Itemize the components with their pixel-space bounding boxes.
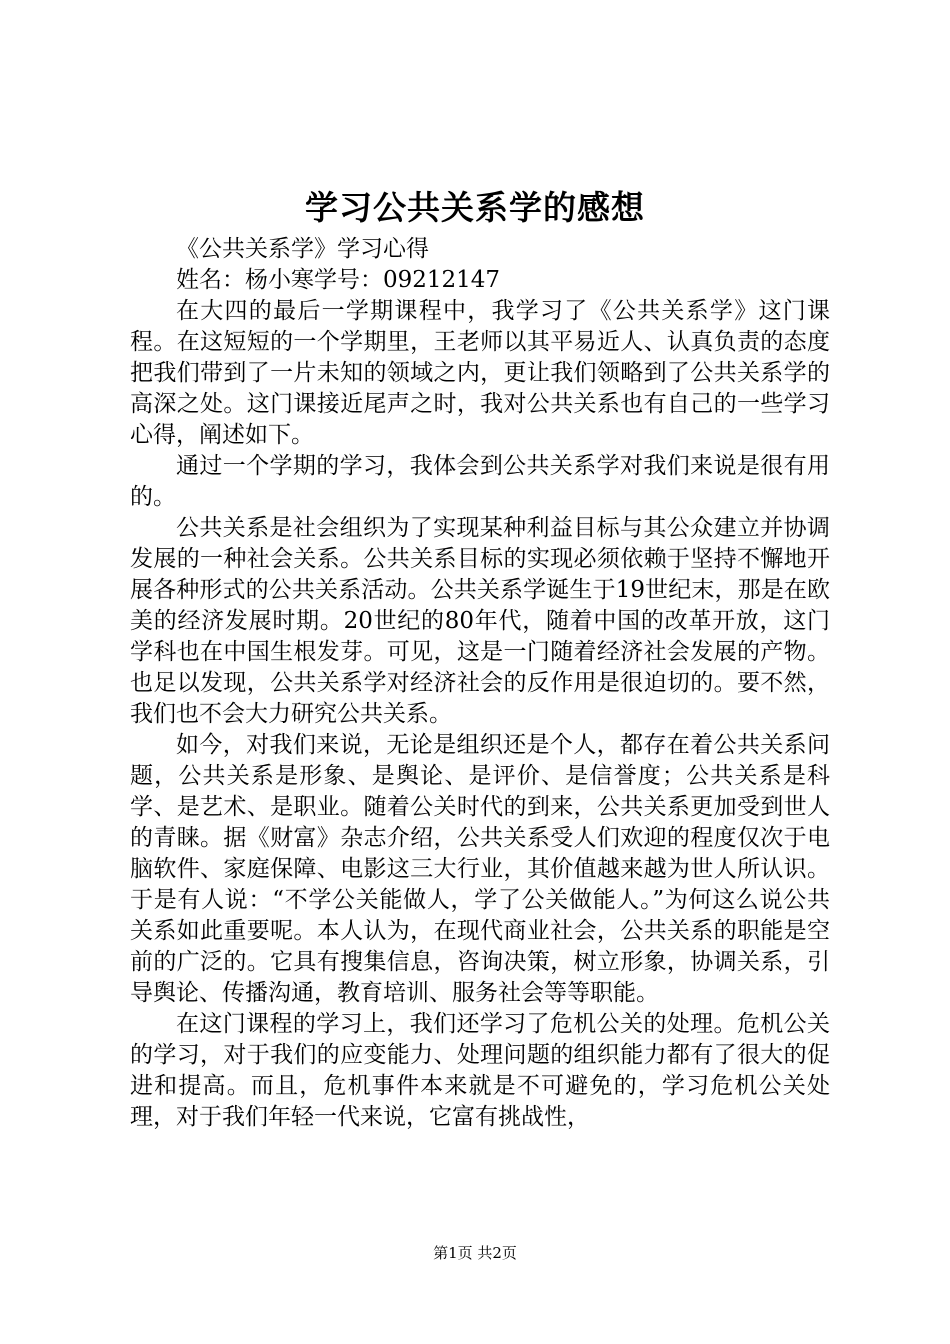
paragraph: 通过一个学期的学习，我体会到公共关系学对我们来说是很有用的。: [130, 453, 830, 510]
paragraph: 公共关系是社会组织为了实现某种利益目标与其公众建立并协调发展的一种社会关系。公共关系目标的实现必须依赖于坚持不懈地开展各种形式的公共关系活动。公共关系学诞生于19世纪末，那是在欧美的经济发展时期。20世纪的80年代，随着中国的改革开放，这门学科也在中国生根发芽。可见，这是一门随着经济社会发展的产物。也足以发现，公共关系学对经济社会的反作用是很迫切的。要不然，我们也不会大力研究公共关系。: [130, 515, 830, 727]
paragraph: 在大四的最后一学期课程中，我学习了《公共关系学》这门课程。在这短短的一个学期里，王老师以其平易近人、认真负责的态度把我们带到了一片未知的领域之内，更让我们领略到了公共关系学的高深之处。这门课接近尾声之时，我对公共关系也有自己的一些学习心得，阐述如下。: [130, 298, 830, 448]
paragraph: 如今，对我们来说，无论是组织还是个人，都存在着公共关系问题，公共关系是形象、是舆论、是评价、是信誉度；公共关系是科学、是艺术、是职业。随着公关时代的到来，公共关系更加受到世人的青睐。据《财富》杂志介绍，公共关系受人们欢迎的程度仅次于电脑软件、家庭保障、电影这三大行业，其价值越来越为世人所认识。于是有人说：“不学公关能做人，学了公关做能人。”为何这么说公共关系如此重要呢。本人认为，在现代商业社会，公共关系的职能是空前的广泛的。它具有搜集信息，咨询决策，树立形象，协调关系，引导舆论、传播沟通，教育培训、服务社会等等职能。: [130, 732, 830, 1006]
subtitle-line: 《公共关系学》学习心得: [176, 236, 429, 262]
document-title: 学习公共关系学的感想: [305, 188, 645, 227]
page-footer: 第1页 共2页: [433, 1244, 517, 1262]
author-line: 姓名：杨小寒学号：09212147: [176, 267, 501, 293]
paragraph: 在这门课程的学习上，我们还学习了危机公关的处理。危机公关的学习，对于我们的应变能力、处理问题的组织能力都有了很大的促进和提高。而且，危机事件本来就是不可避免的，学习危机公关处理，对于我们年轻一代来说，它富有挑战性，: [130, 1011, 830, 1130]
document-body: [130, 234, 830, 1133]
